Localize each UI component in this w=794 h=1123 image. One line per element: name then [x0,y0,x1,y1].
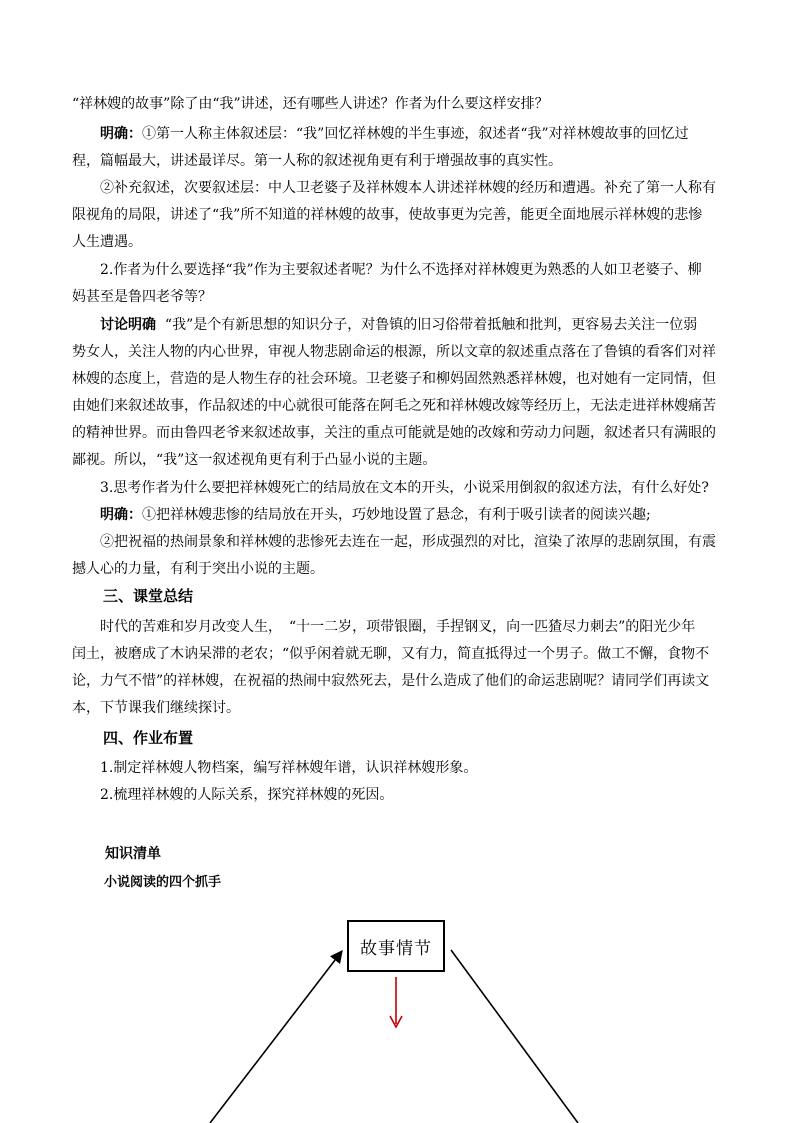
homework-item-1: 1.制定祥林嫂人物档案，编写祥林嫂年谱，认识祥林嫂形象。 [100,760,478,776]
story-plot-box [347,920,445,972]
summary-line-3: 论，力气不惜”的祥林嫂，在祝福的热闹中寂然死去，是什么造成了他们的命运悲剧呢？请同学们再读文 [72,673,710,689]
discussion-line-3: 林嫂的态度上，营造的是人物生存的社会环境。卫老婆子和柳妈固然熟悉祥林嫂，也对她有一定同情，但 [72,371,716,387]
section-4-heading: 四、作业布置 [103,729,194,747]
answer-3-line-2: ②把祝福的热闹景象和祥林嫂的悲惨死去连在一起，形成强烈的对比，渲染了浓厚的悲剧氛围，有震 [100,534,716,550]
answer-1-line-2: 程，篇幅最大，讲述最详尽。第一人称的叙述视角更有利于增强故事的真实性。 [72,153,562,169]
knowledge-subtitle: 小说阅读的四个抓手 [104,875,222,890]
question-2-line-2: 妈甚至是鲁四老爷等？ [72,289,212,305]
answer-3-line-3: 撼人心的力量，有利于突出小说的主题。 [72,561,324,577]
question-1: “祥林嫂的故事”除了由“我”讲述，还有哪些人讲述？作者为什么要这样安排？ [72,96,549,112]
question-2-line-1: 2.作者为什么要选择“我”作为主要叙述者呢？为什么不选择对祥林嫂更为熟悉的人如卫老婆子、柳 [100,262,702,278]
answer-1-line-4: 限视角的局限，讲述了“我”所不知道的祥林嫂的故事，使故事更为完善，能更全面地展示祥林嫂的悲惨 [72,207,703,223]
discussion-line-1 [100,315,732,335]
summary-line-1: 时代的苦难和岁月改变人生， “十一二岁，项带银圈，手捏钢叉，向一匹猹尽力刺去”的阳光少年 [100,619,696,635]
discussion-text-1: “我”是个有新思想的知识分子，对鲁镇的旧习俗带着抵触和批判，更容易去关注一位弱 [164,317,698,333]
question-3: 3.思考作者为什么要把祥林嫂死亡的结局放在文本的开头，小说采用倒叙的叙述方法，有什么好处? [100,480,709,496]
answer-3-text-1: ①把祥林嫂悲惨的结局放在开头，巧妙地设置了悬念，有利于吸引读者的阅读兴趣; [142,507,651,523]
summary-line-2: 闰土，被磨成了木讷呆滞的老农；“似乎闲着就无聊，又有力，简直抵得过一个男子。做工不懈，食物不 [72,646,710,662]
answer-3-label: 明确： [100,507,142,523]
summary-line-4: 本，下节课我们继续探讨。 [72,700,240,716]
story-plot-label: 故事情节 [360,938,432,959]
knowledge-title: 知识清单 [105,846,161,862]
discussion-line-5: 的精神世界。而由鲁四老爷来叙述故事，关注的重点可能就是她的改嫁和劳动力问题，叙述者只有满眼的 [72,425,716,441]
right-line [451,950,578,1123]
homework-item-2: 2.梳理祥林嫂的人际关系，探究祥林嫂的死因。 [100,787,394,803]
discussion-label: 讨论明确 [100,317,156,333]
down-arrow-icon [390,977,402,1027]
answer-1-line-5: 人生遭遇。 [72,234,142,250]
section-3-heading: 三、课堂总结 [103,587,194,605]
discussion-line-4: 由她们来叙述故事，作品叙述的中心就很可能落在阿毛之死和祥林嫂改嫁等经历上，无法走进祥林嫂痛苦 [72,398,716,414]
discussion-line-2: 势女人，关注人物的内心世界，审视人物悲剧命运的根源，所以文章的叙述重点落在了鲁镇的看客们对祥 [72,344,716,360]
answer-1-line-3: ②补充叙述，次要叙述层：中人卫老婆子及祥林嫂本人讲述祥林嫂的经历和遭遇。补充了第一人称有 [100,180,716,196]
discussion-line-6: 鄙视。所以，“我”这一叙述视角更有利于凸显小说的主题。 [72,452,437,468]
answer-1-line-1 [100,124,732,144]
answer-3-line-1 [100,505,732,525]
answer-1-text-1: ①第一人称主体叙述层：“我”回忆祥林嫂的半生事迹，叙述者“我”对祥林嫂故事的回忆过 [142,126,689,142]
left-arrow-line [210,951,342,1123]
answer-1-label: 明确： [100,126,142,142]
